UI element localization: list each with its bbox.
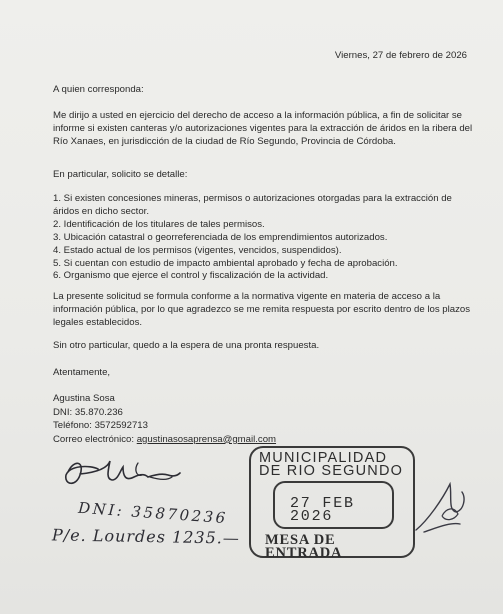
reception-stamp (249, 446, 415, 561)
email-link[interactable]: agustinasosaprensa@gmail.com (136, 433, 277, 445)
paragraph-legal-basis: La presente solicitud se formula conforme a la normativa vigente en materia de acceso a la información pública, por lo que agradezco se me remita respuesta por escrito dentro de los plazos legales establecidos. (53, 291, 471, 328)
stamp-municipality: MUNICIPALIDAD (259, 450, 388, 466)
list-intro: En particular, solicito se detalle: (53, 169, 188, 180)
signer-block (53, 392, 276, 446)
handwritten-dni: DNI: 35870236 (77, 498, 229, 528)
list-item: 5. Si cuentan con estudio de impacto ambiental aprobado y fecha de aprobación. (53, 257, 398, 269)
receiver-initials (404, 470, 474, 545)
list-item: 2. Identificación de los titulares de tales permisos. (53, 218, 265, 230)
list-item: 6. Organismo que ejerce el control y fiscalización de la actividad. (53, 270, 329, 282)
list-item: 4. Estado actual de los permisos (vigentes, vencidos, suspendidos). (53, 244, 342, 256)
request-list (53, 193, 473, 283)
sign-off: Atentamente, (53, 367, 111, 378)
stamp-reception-desk: MESA DE ENTRADA (265, 532, 343, 561)
letter-date: Viernes, 27 de febrero de 2026 (334, 50, 467, 61)
signer-name: Agustina Sosa (53, 393, 115, 404)
closing-line: Sin otro particular, quedo a la espera de una pronta respuesta. (53, 340, 320, 351)
signer-email-row (53, 433, 276, 447)
paragraph-request: Me dirijo a usted en ejercicio del derecho de acceso a la información pública, a fin de solicitar se informe si existen canteras y/o autorizaciones vigentes para la extracción de áridos en la ribera del Río Xanaes, en jurisdicción de la ciudad de Río Segundo, Provincia de Córdoba. (53, 110, 473, 147)
stamp-city: DE RIO SEGUNDO (259, 463, 404, 479)
list-item: 3. Ubicación catastral o georreferenciada de los emprendimientos autorizados. (53, 231, 388, 243)
stamp-date: 27 FEB 2026 (290, 495, 355, 525)
stamp-date-box (273, 481, 394, 529)
handwritten-address: P/e. Lourdes 1235.— (51, 525, 240, 548)
signer-phone: Teléfono: 3572592713 (53, 420, 148, 432)
greeting: A quien corresponda: (53, 84, 144, 95)
handwritten-signature (50, 447, 200, 507)
email-label: Correo electrónico: (53, 433, 137, 445)
list-item: 1. Si existen concesiones mineras, permisos o autorizaciones otorgadas para la extracción de áridos en dicho sector. (53, 193, 452, 217)
signer-dni: DNI: 35.870.236 (53, 406, 123, 418)
